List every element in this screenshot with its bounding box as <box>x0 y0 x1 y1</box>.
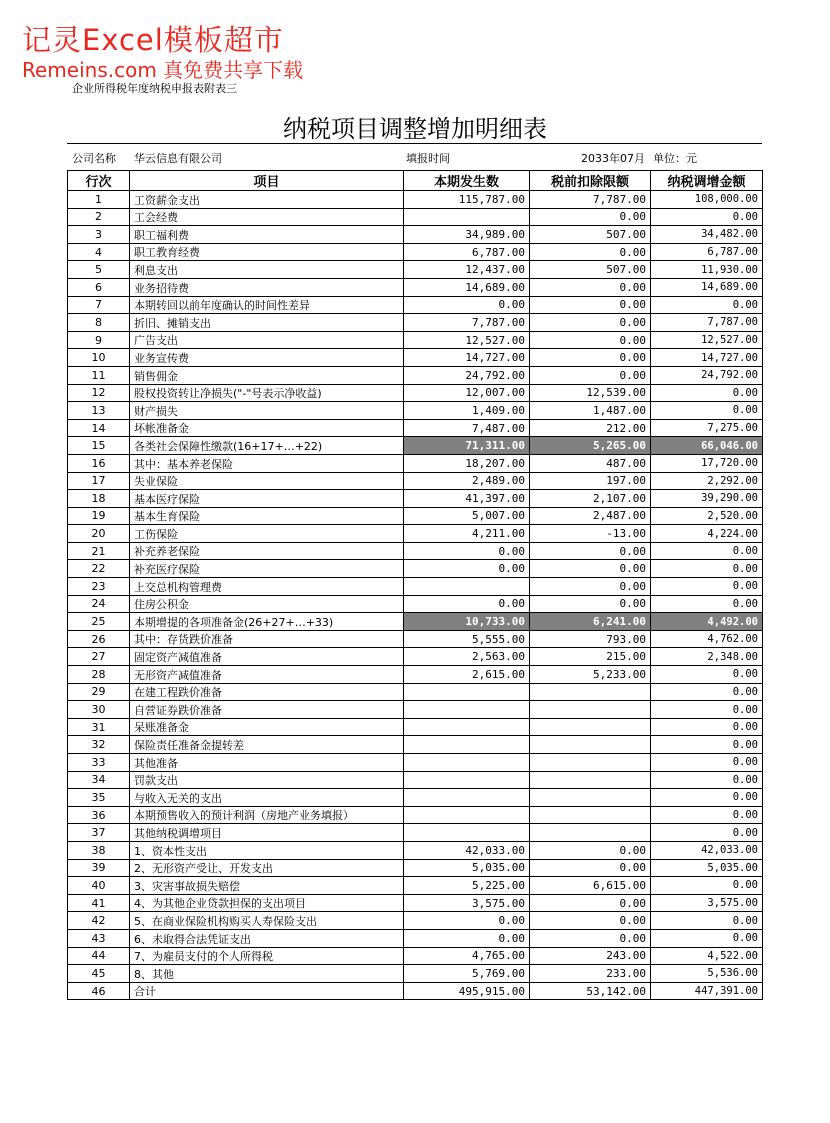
table-row <box>68 824 763 842</box>
table-row <box>68 437 763 455</box>
line-no-cell: 41 <box>68 894 130 912</box>
item-cell: 6、未取得合法凭证支出 <box>130 929 404 947</box>
tax-increase-cell: 34,482.00 <box>651 226 763 244</box>
item-cell: 补充养老保险 <box>130 542 404 560</box>
tax-increase-cell: 7,275.00 <box>651 419 763 437</box>
table-row <box>68 947 763 965</box>
line-no-cell: 44 <box>68 947 130 965</box>
tax-increase-cell: 4,762.00 <box>651 630 763 648</box>
current-amount-cell: 14,727.00 <box>404 349 530 367</box>
deduction-limit-cell: 7,787.00 <box>530 191 651 209</box>
line-no-cell: 45 <box>68 965 130 983</box>
table-row <box>68 666 763 684</box>
item-cell: 各类社会保障性缴款(16+17+…+22) <box>130 437 404 455</box>
current-amount-cell <box>404 718 530 736</box>
table-row <box>68 718 763 736</box>
table-row <box>68 789 763 807</box>
current-amount-cell: 115,787.00 <box>404 191 530 209</box>
item-cell: 业务宣传费 <box>130 349 404 367</box>
item-cell: 其中：存货跌价准备 <box>130 630 404 648</box>
item-cell: 补充医疗保险 <box>130 560 404 578</box>
line-no-cell: 28 <box>68 666 130 684</box>
col-header-line-no: 行次 <box>68 171 130 191</box>
table-row <box>68 877 763 895</box>
tax-increase-cell: 0.00 <box>651 771 763 789</box>
line-no-cell: 9 <box>68 331 130 349</box>
deduction-limit-cell <box>530 736 651 754</box>
current-amount-cell: 42,033.00 <box>404 841 530 859</box>
table-row <box>68 754 763 772</box>
line-no-cell: 21 <box>68 542 130 560</box>
tax-increase-cell: 4,522.00 <box>651 947 763 965</box>
tax-increase-cell: 0.00 <box>651 912 763 930</box>
current-amount-cell: 10,733.00 <box>404 613 530 631</box>
tax-increase-cell: 0.00 <box>651 806 763 824</box>
table-row <box>68 472 763 490</box>
tax-increase-cell: 2,292.00 <box>651 472 763 490</box>
table-row <box>68 402 763 420</box>
tax-increase-cell: 42,033.00 <box>651 841 763 859</box>
tax-increase-cell: 2,520.00 <box>651 507 763 525</box>
line-no-cell: 37 <box>68 824 130 842</box>
tax-increase-cell: 0.00 <box>651 877 763 895</box>
current-amount-cell: 0.00 <box>404 542 530 560</box>
table-row <box>68 366 763 384</box>
deduction-limit-cell: 197.00 <box>530 472 651 490</box>
deduction-limit-cell: 0.00 <box>530 595 651 613</box>
table-row <box>68 683 763 701</box>
tax-increase-cell: 0.00 <box>651 701 763 719</box>
current-amount-cell <box>404 806 530 824</box>
table-row <box>68 560 763 578</box>
deduction-limit-cell: 0.00 <box>530 243 651 261</box>
item-cell: 工资薪金支出 <box>130 191 404 209</box>
col-header-current-amount: 本期发生数 <box>404 171 530 191</box>
table-header-row <box>68 171 763 191</box>
item-cell: 上交总机构管理费 <box>130 578 404 596</box>
deduction-limit-cell: 243.00 <box>530 947 651 965</box>
current-amount-cell: 0.00 <box>404 912 530 930</box>
line-no-cell: 13 <box>68 402 130 420</box>
unit-label: 单位：元 <box>653 152 697 165</box>
item-cell: 股权投资转让净损失("-"号表示净收益) <box>130 384 404 402</box>
page-title: 纳税项目调整增加明细表 <box>283 115 547 143</box>
item-cell: 职工教育经费 <box>130 243 404 261</box>
line-no-cell: 31 <box>68 718 130 736</box>
col-header-deduction-limit: 税前扣除限额 <box>530 171 651 191</box>
item-cell: 其中：基本养老保险 <box>130 454 404 472</box>
table-row <box>68 912 763 930</box>
item-cell: 7、为雇员支付的个人所得税 <box>130 947 404 965</box>
deduction-limit-cell: 0.00 <box>530 841 651 859</box>
item-cell: 职工福利费 <box>130 226 404 244</box>
tax-increase-cell: 2,348.00 <box>651 648 763 666</box>
item-cell: 呆账准备金 <box>130 718 404 736</box>
tax-increase-cell: 0.00 <box>651 578 763 596</box>
company-label: 公司名称 <box>72 152 116 165</box>
deduction-limit-cell <box>530 754 651 772</box>
line-no-cell: 25 <box>68 613 130 631</box>
item-cell: 坏帐准备金 <box>130 419 404 437</box>
table-row <box>68 929 763 947</box>
tax-increase-cell: 24,792.00 <box>651 366 763 384</box>
current-amount-cell: 3,575.00 <box>404 894 530 912</box>
item-cell: 失业保险 <box>130 472 404 490</box>
deduction-limit-cell: 5,265.00 <box>530 437 651 455</box>
table-row <box>68 982 763 1000</box>
current-amount-cell: 41,397.00 <box>404 490 530 508</box>
current-amount-cell: 5,769.00 <box>404 965 530 983</box>
current-amount-cell: 495,915.00 <box>404 982 530 1000</box>
current-amount-cell: 2,563.00 <box>404 648 530 666</box>
item-cell: 自营证券跌价准备 <box>130 701 404 719</box>
deduction-limit-cell: 0.00 <box>530 859 651 877</box>
deduction-limit-cell <box>530 683 651 701</box>
line-no-cell: 17 <box>68 472 130 490</box>
line-no-cell: 27 <box>68 648 130 666</box>
line-no-cell: 1 <box>68 191 130 209</box>
deduction-limit-cell <box>530 824 651 842</box>
deduction-limit-cell: 0.00 <box>530 912 651 930</box>
line-no-cell: 2 <box>68 208 130 226</box>
item-cell: 本期增提的各项准备金(26+27+…+33) <box>130 613 404 631</box>
line-no-cell: 4 <box>68 243 130 261</box>
tax-increase-cell: 0.00 <box>651 208 763 226</box>
deduction-limit-cell: 6,615.00 <box>530 877 651 895</box>
company-name: 华云信息有限公司 <box>134 152 222 165</box>
line-no-cell: 34 <box>68 771 130 789</box>
tax-increase-cell: 5,035.00 <box>651 859 763 877</box>
item-cell: 保险责任准备金提转差 <box>130 736 404 754</box>
tax-increase-cell: 0.00 <box>651 595 763 613</box>
deduction-limit-cell <box>530 701 651 719</box>
tax-increase-cell: 14,727.00 <box>651 349 763 367</box>
table-row <box>68 296 763 314</box>
deduction-limit-cell: 2,107.00 <box>530 490 651 508</box>
line-no-cell: 32 <box>68 736 130 754</box>
item-cell: 基本生育保险 <box>130 507 404 525</box>
item-cell: 其他准备 <box>130 754 404 772</box>
item-cell: 基本医疗保险 <box>130 490 404 508</box>
line-no-cell: 3 <box>68 226 130 244</box>
line-no-cell: 10 <box>68 349 130 367</box>
current-amount-cell: 0.00 <box>404 595 530 613</box>
deduction-limit-cell: 0.00 <box>530 894 651 912</box>
line-no-cell: 22 <box>68 560 130 578</box>
tax-increase-cell: 11,930.00 <box>651 261 763 279</box>
table-row <box>68 736 763 754</box>
table-row <box>68 208 763 226</box>
current-amount-cell: 71,311.00 <box>404 437 530 455</box>
table-row <box>68 701 763 719</box>
line-no-cell: 23 <box>68 578 130 596</box>
deduction-limit-cell <box>530 806 651 824</box>
current-amount-cell: 1,409.00 <box>404 402 530 420</box>
current-amount-cell: 2,489.00 <box>404 472 530 490</box>
deduction-limit-cell: 5,233.00 <box>530 666 651 684</box>
current-amount-cell <box>404 824 530 842</box>
tax-increase-cell: 0.00 <box>651 683 763 701</box>
table-row <box>68 331 763 349</box>
col-header-tax-increase: 纳税调增金额 <box>651 171 763 191</box>
table-row <box>68 859 763 877</box>
deduction-limit-cell: 12,539.00 <box>530 384 651 402</box>
table-row <box>68 261 763 279</box>
deduction-limit-cell: 793.00 <box>530 630 651 648</box>
item-cell: 本期预售收入的预计利润（房地产业务填报） <box>130 806 404 824</box>
tax-increase-cell: 5,536.00 <box>651 965 763 983</box>
current-amount-cell <box>404 736 530 754</box>
line-no-cell: 36 <box>68 806 130 824</box>
deduction-limit-cell: 2,487.00 <box>530 507 651 525</box>
tax-increase-cell: 0.00 <box>651 560 763 578</box>
deduction-limit-cell: 0.00 <box>530 314 651 332</box>
fill-time-label: 填报时间 <box>406 152 450 165</box>
tax-increase-cell: 0.00 <box>651 542 763 560</box>
deduction-limit-cell <box>530 718 651 736</box>
item-cell: 本期转回以前年度确认的时间性差异 <box>130 296 404 314</box>
watermark-brand: 记灵Excel模板超市 <box>22 23 284 57</box>
current-amount-cell: 7,487.00 <box>404 419 530 437</box>
watermark-site: Remeins.com 真免费共享下载 <box>22 58 304 82</box>
line-no-cell: 29 <box>68 683 130 701</box>
table-row <box>68 841 763 859</box>
current-amount-cell: 5,555.00 <box>404 630 530 648</box>
line-no-cell: 15 <box>68 437 130 455</box>
deduction-limit-cell: 212.00 <box>530 419 651 437</box>
current-amount-cell: 0.00 <box>404 296 530 314</box>
title-rule <box>67 143 762 144</box>
table-row <box>68 226 763 244</box>
tax-increase-cell: 0.00 <box>651 666 763 684</box>
line-no-cell: 18 <box>68 490 130 508</box>
line-no-cell: 6 <box>68 278 130 296</box>
tax-increase-cell: 0.00 <box>651 296 763 314</box>
table-row <box>68 314 763 332</box>
item-cell: 业务招待费 <box>130 278 404 296</box>
deduction-limit-cell: 0.00 <box>530 366 651 384</box>
current-amount-cell: 12,437.00 <box>404 261 530 279</box>
deduction-limit-cell: 0.00 <box>530 331 651 349</box>
current-amount-cell: 0.00 <box>404 560 530 578</box>
tax-increase-cell: 0.00 <box>651 789 763 807</box>
line-no-cell: 43 <box>68 929 130 947</box>
item-cell: 5、在商业保险机构购买人寿保险支出 <box>130 912 404 930</box>
tax-increase-cell: 39,290.00 <box>651 490 763 508</box>
table-row <box>68 578 763 596</box>
current-amount-cell: 5,007.00 <box>404 507 530 525</box>
table-row <box>68 648 763 666</box>
deduction-limit-cell: 0.00 <box>530 296 651 314</box>
deduction-limit-cell: 507.00 <box>530 261 651 279</box>
table-row <box>68 965 763 983</box>
table-row <box>68 490 763 508</box>
line-no-cell: 46 <box>68 982 130 1000</box>
deduction-limit-cell: 0.00 <box>530 560 651 578</box>
tax-increase-cell: 0.00 <box>651 754 763 772</box>
item-cell: 折旧、摊销支出 <box>130 314 404 332</box>
item-cell: 与收入无关的支出 <box>130 789 404 807</box>
item-cell: 利息支出 <box>130 261 404 279</box>
deduction-limit-cell: 0.00 <box>530 349 651 367</box>
deduction-limit-cell: 233.00 <box>530 965 651 983</box>
tax-increase-cell: 447,391.00 <box>651 982 763 1000</box>
line-no-cell: 8 <box>68 314 130 332</box>
line-no-cell: 39 <box>68 859 130 877</box>
deduction-limit-cell: -13.00 <box>530 525 651 543</box>
line-no-cell: 12 <box>68 384 130 402</box>
current-amount-cell: 5,225.00 <box>404 877 530 895</box>
tax-increase-cell: 0.00 <box>651 929 763 947</box>
item-cell: 广告支出 <box>130 331 404 349</box>
table-row <box>68 771 763 789</box>
item-cell: 无形资产减值准备 <box>130 666 404 684</box>
deduction-limit-cell: 1,487.00 <box>530 402 651 420</box>
tax-increase-cell: 66,046.00 <box>651 437 763 455</box>
deduction-limit-cell: 0.00 <box>530 578 651 596</box>
current-amount-cell <box>404 683 530 701</box>
current-amount-cell <box>404 754 530 772</box>
line-no-cell: 11 <box>68 366 130 384</box>
deduction-limit-cell: 507.00 <box>530 226 651 244</box>
tax-increase-cell: 4,492.00 <box>651 613 763 631</box>
tax-increase-cell: 12,527.00 <box>651 331 763 349</box>
current-amount-cell: 24,792.00 <box>404 366 530 384</box>
deduction-limit-cell: 6,241.00 <box>530 613 651 631</box>
tax-increase-cell: 0.00 <box>651 402 763 420</box>
item-cell: 1、资本性支出 <box>130 841 404 859</box>
table-row <box>68 349 763 367</box>
current-amount-cell: 5,035.00 <box>404 859 530 877</box>
deduction-limit-cell <box>530 771 651 789</box>
line-no-cell: 30 <box>68 701 130 719</box>
current-amount-cell <box>404 789 530 807</box>
current-amount-cell <box>404 578 530 596</box>
table-row <box>68 894 763 912</box>
item-cell: 住房公积金 <box>130 595 404 613</box>
current-amount-cell <box>404 701 530 719</box>
current-amount-cell <box>404 771 530 789</box>
current-amount-cell: 18,207.00 <box>404 454 530 472</box>
line-no-cell: 33 <box>68 754 130 772</box>
tax-increase-cell: 3,575.00 <box>651 894 763 912</box>
item-cell: 工会经费 <box>130 208 404 226</box>
item-cell: 工伤保险 <box>130 525 404 543</box>
deduction-limit-cell: 0.00 <box>530 278 651 296</box>
table-row <box>68 191 763 209</box>
tax-increase-cell: 14,689.00 <box>651 278 763 296</box>
line-no-cell: 19 <box>68 507 130 525</box>
tax-increase-cell: 4,224.00 <box>651 525 763 543</box>
item-cell: 3、灾害事故损失赔偿 <box>130 877 404 895</box>
line-no-cell: 16 <box>68 454 130 472</box>
deduction-limit-cell <box>530 789 651 807</box>
item-cell: 在建工程跌价准备 <box>130 683 404 701</box>
report-period: 2033年07月 <box>581 152 645 165</box>
item-cell: 固定资产减值准备 <box>130 648 404 666</box>
table-row <box>68 613 763 631</box>
deduction-limit-cell: 53,142.00 <box>530 982 651 1000</box>
deduction-limit-cell: 215.00 <box>530 648 651 666</box>
table-row <box>68 384 763 402</box>
table-row <box>68 454 763 472</box>
current-amount-cell: 12,527.00 <box>404 331 530 349</box>
item-cell: 2、无形资产受让、开发支出 <box>130 859 404 877</box>
table-row <box>68 507 763 525</box>
current-amount-cell: 7,787.00 <box>404 314 530 332</box>
table-row <box>68 419 763 437</box>
line-no-cell: 26 <box>68 630 130 648</box>
current-amount-cell: 34,989.00 <box>404 226 530 244</box>
current-amount-cell: 6,787.00 <box>404 243 530 261</box>
table-row <box>68 243 763 261</box>
table-row <box>68 806 763 824</box>
table-row <box>68 595 763 613</box>
tax-increase-cell: 0.00 <box>651 736 763 754</box>
form-subtitle: 企业所得税年度纳税申报表附表三 <box>72 82 237 95</box>
current-amount-cell: 14,689.00 <box>404 278 530 296</box>
deduction-limit-cell: 487.00 <box>530 454 651 472</box>
line-no-cell: 7 <box>68 296 130 314</box>
deduction-limit-cell: 0.00 <box>530 542 651 560</box>
line-no-cell: 38 <box>68 841 130 859</box>
item-cell: 8、其他 <box>130 965 404 983</box>
deduction-limit-cell: 0.00 <box>530 929 651 947</box>
table-row <box>68 542 763 560</box>
tax-increase-cell: 108,000.00 <box>651 191 763 209</box>
item-cell: 4、为其他企业贷款担保的支出项目 <box>130 894 404 912</box>
table-row <box>68 278 763 296</box>
item-cell: 合计 <box>130 982 404 1000</box>
tax-increase-cell: 0.00 <box>651 384 763 402</box>
item-cell: 其他纳税调增项目 <box>130 824 404 842</box>
item-cell: 罚款支出 <box>130 771 404 789</box>
item-cell: 销售佣金 <box>130 366 404 384</box>
tax-increase-cell: 0.00 <box>651 824 763 842</box>
line-no-cell: 24 <box>68 595 130 613</box>
tax-increase-cell: 6,787.00 <box>651 243 763 261</box>
tax-increase-cell: 7,787.00 <box>651 314 763 332</box>
current-amount-cell: 4,211.00 <box>404 525 530 543</box>
adjustment-table <box>67 170 763 1000</box>
line-no-cell: 5 <box>68 261 130 279</box>
line-no-cell: 14 <box>68 419 130 437</box>
current-amount-cell: 2,615.00 <box>404 666 530 684</box>
current-amount-cell <box>404 208 530 226</box>
line-no-cell: 40 <box>68 877 130 895</box>
current-amount-cell: 12,007.00 <box>404 384 530 402</box>
line-no-cell: 42 <box>68 912 130 930</box>
line-no-cell: 20 <box>68 525 130 543</box>
tax-increase-cell: 0.00 <box>651 718 763 736</box>
current-amount-cell: 4,765.00 <box>404 947 530 965</box>
line-no-cell: 35 <box>68 789 130 807</box>
table-row <box>68 630 763 648</box>
table-row <box>68 525 763 543</box>
current-amount-cell: 0.00 <box>404 929 530 947</box>
item-cell: 财产损失 <box>130 402 404 420</box>
deduction-limit-cell: 0.00 <box>530 208 651 226</box>
col-header-item: 项目 <box>130 171 404 191</box>
tax-increase-cell: 17,720.00 <box>651 454 763 472</box>
